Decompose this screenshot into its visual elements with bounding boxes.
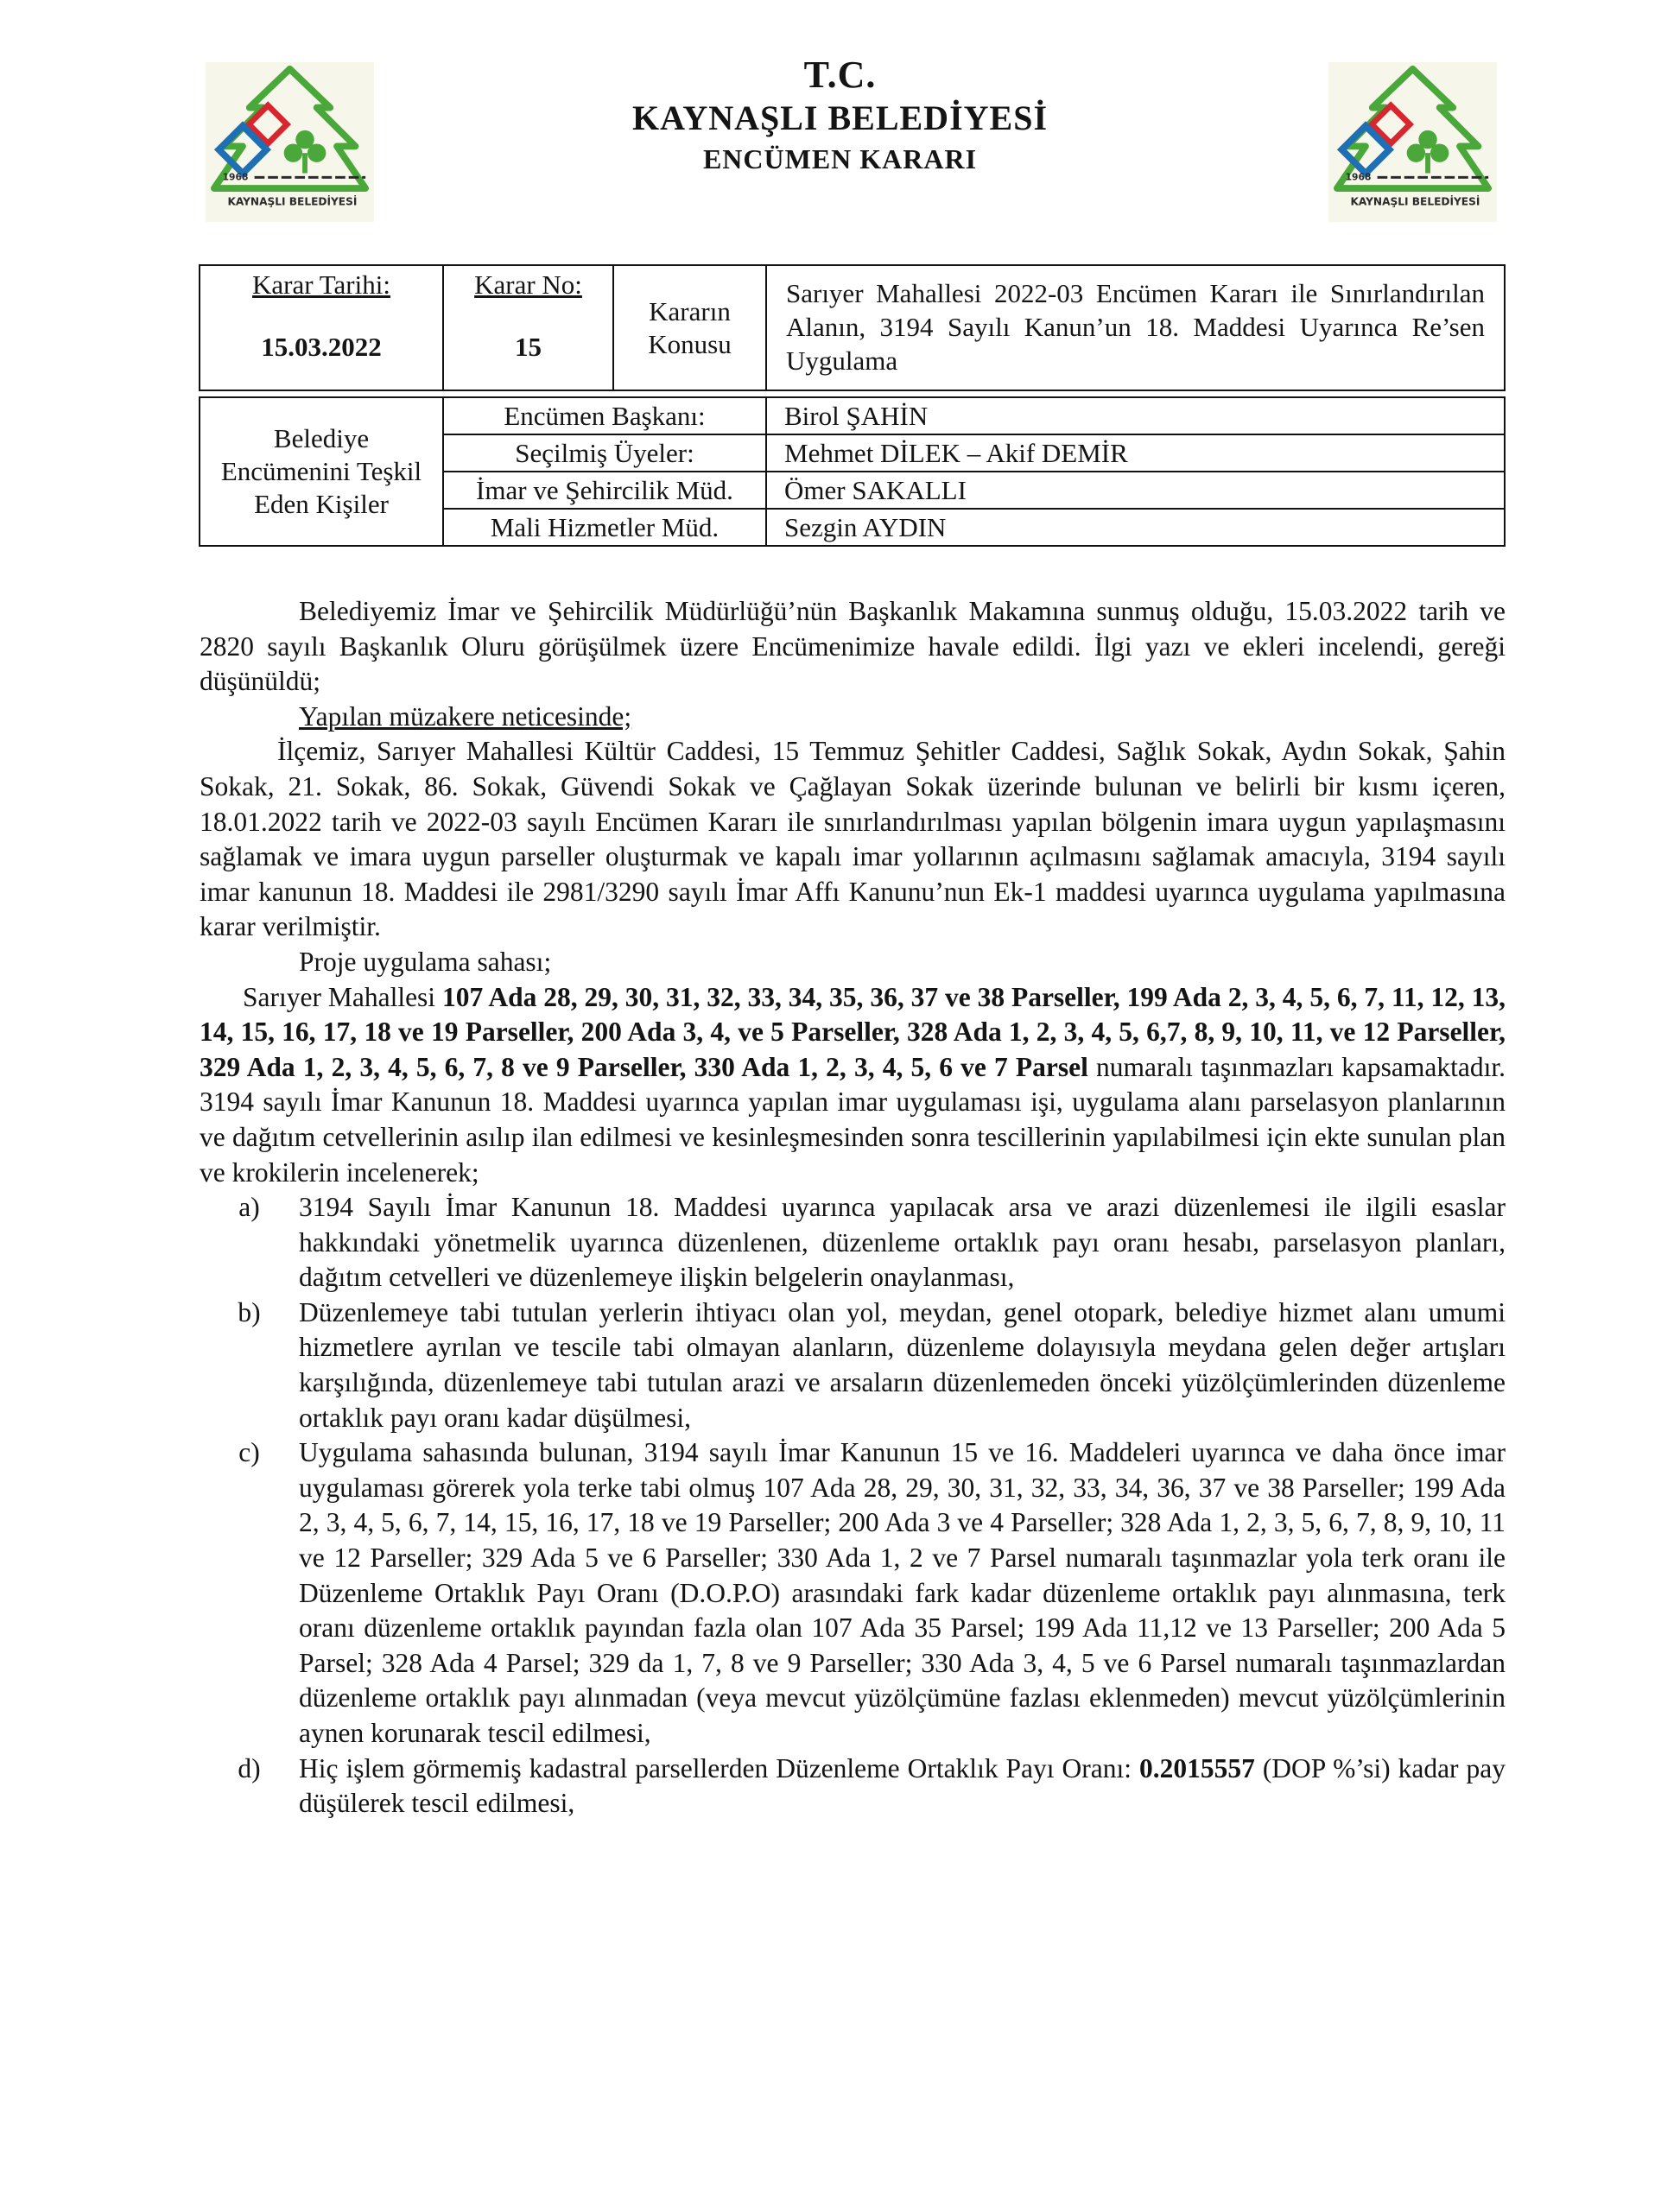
project-area-parcels: 107 Ada 28, 29, 30, 31, 32, 33, 34, 35, 36, 37 ve 38 Parseller, 199 Ada 2, 3, 4, 5, 6, 7, 11, 12, 13, 14, 15, 16, 17, 18 ve 19 Parseller, 200 Ada 3, 4, ve 5 Parseller, 328 Ada 1, 2, 3, 4, 5, 6,7, 8, 9, 10, 11, ve 12 Parseller, 329 Ada 1, 2, 3, 4, 5, 6, 7, 8 ve 9 Parseller, 330 Ada 1, 2, 3, 4, 5, 6 ve 7 Parsel: [200, 981, 1506, 1082]
paragraph-intro: Belediyemiz İmar ve Şehircilik Müdürlüğü’nün Başkanlık Makamına sunmuş olduğu, 15.03.2022 tarih ve 2820 sayılı Başkanlık Oluru görüşülmek üzere Encümenimize havale edildi. İlgi yazı ve ekleri incelendi, gereği düşünüldü;: [200, 596, 1506, 697]
list-item-label: c): [238, 1437, 260, 1468]
list-item-text: Uygulama sahasında bulunan, 3194 sayılı İmar Kanunun 15 ve 16. Maddeleri uyarınca ve daha önce imar uygulaması görerek yola terke tabi olmuş 107 Ada 28, 29, 30, 31, 32, 33, 34, 36, 37 ve 38 Parseller; 199 Ada 2, 3, 4, 5, 6, 7, 14, 15, 16, 17, 18 ve 19 Parseller; 200 Ada 3 ve 4 Parseller; 328 Ada 1, 2, 3, 5, 6, 7, 8, 9, 10, 11 ve 12 Parseller; 329 Ada 5 ve 6 Parseller; 330 Ada 1, 2 ve 7 Parsel numaralı taşınmazlar yola terk oranı ile Düzenleme Ortaklık Payı Oranı (D.O.P.O) arasındaki fark kadar düzenleme ortaklık payı alınmasına, terk oranı düzenleme ortaklık payından fazla olan 107 Ada 35 Parsel; 199 Ada 11,12 ve 13 Parseller; 200 Ada 5 Parsel; 328 Ada 4 Parsel; 329 da 1, 7, 8 ve 9 Parseller; 330 Ada 3, 4, 5 ve 6 Parsel numaralı taşınmazlardan düzenleme ortaklık payı alınmadan (veya mevcut yüzölçümüne fazlası eklenmeden) mevcut yüzölçümlerinin aynen korunarak tescil edilmesi,: [299, 1437, 1506, 1748]
member-name: Birol ŞAHİN: [766, 397, 1505, 434]
list-item-label: b): [238, 1296, 261, 1327]
decision-subject-label: Kararın Konusu: [613, 265, 766, 390]
paragraph-project-area: [200, 980, 1506, 1191]
list-item-text: 3194 Sayılı İmar Kanunun 18. Maddesi uyarınca yapılacak arsa ve arazi düzenlemesi ile ilgili esaslar hakkındaki yönetmelik uyarınca düzenlenen, düzenleme ortaklık payı oranı hesabı, parselasyon planları, dağıtım cetvelleri ve düzenlemeye ilişkin belgelerin onaylanması,: [299, 1192, 1506, 1293]
dop-ratio-value: 0.2015557: [1138, 1752, 1255, 1783]
header-document-type: ENCÜMEN KARARI: [702, 143, 978, 174]
list-item-text: Düzenlemeye tabi tutulan yerlerin ihtiyacı olan yol, meydan, genel otopark, belediye hizmet alanı umumi hizmetlere ayrılan ve tescile tabi olmayan alanların, düzenleme dolayısıyla meydana gelen değer artışları karşılığında, düzenlemeye tabi tutulan arazi ve arsaların düzenlemeden önceki yüzölçümlerinden düzenleme ortaklık payı oranı kadar düşülmesi,: [299, 1296, 1506, 1433]
member-role: Encümen Başkanı:: [443, 397, 766, 434]
member-role: İmar ve Şehircilik Müd.: [443, 472, 766, 509]
committee-members-label: Belediye Encümenini Teşkil Eden Kişiler: [200, 397, 443, 546]
list-item: [200, 1435, 1506, 1751]
paragraph-deliberation: [200, 700, 1506, 735]
decision-date-cell: [200, 265, 443, 390]
item-d-text-end: (DOP %’si) kadar pay düşülerek tescil edilmesi,: [299, 1752, 1506, 1819]
paragraph-project-area-heading: Proje uygulama sahası;: [299, 946, 552, 977]
header-tc: T.C.: [803, 54, 877, 96]
member-name: Ömer SAKALLI: [766, 472, 1505, 509]
item-d-text: Hiç işlem görmemiş kadastral parsellerden Düzenleme Ortaklık Payı Oranı:: [299, 1752, 1139, 1783]
decision-date-value: 15.03.2022: [261, 332, 382, 362]
decision-body: [200, 594, 1506, 1821]
project-area-details: numaralı taşınmazları kapsamaktadır. 3194 sayılı İmar Kanunun 18. Maddesi uyarınca yapılan imar uygulaması işi, uygulama alanı parselasyon planlarının ve dağıtım cetvellerinin asılıp ilan edilmesi ve kesinleşmesinden sonra tescillerinin yapılabilmesi için ekte sunulan plan ve krokilerin incelenerek;: [200, 1051, 1506, 1188]
decision-header-row: [200, 265, 1505, 390]
svg-text:1968: 1968: [222, 171, 249, 183]
member-row: [200, 397, 1505, 434]
list-item-text: [299, 1752, 1506, 1821]
list-item: [200, 1296, 1506, 1435]
decision-number-label: Karar No:: [474, 269, 582, 300]
decision-number-value: 15: [515, 332, 542, 362]
list-item: [200, 1752, 1506, 1821]
decision-number-cell: [443, 265, 613, 390]
deliberation-heading: Yapılan müzakere neticesinde;: [299, 700, 632, 732]
document-header: [0, 54, 1680, 178]
list-item: [200, 1190, 1506, 1296]
member-name: Mehmet DİLEK – Akif DEMİR: [766, 434, 1505, 472]
list-item-label: d): [238, 1752, 261, 1783]
svg-text:1968: 1968: [1345, 171, 1372, 183]
header-municipality-name: KAYNAŞLI BELEDİYESİ: [631, 98, 1049, 137]
svg-text:KAYNAŞLI BELEDİYESİ: KAYNAŞLI BELEDİYESİ: [227, 195, 358, 208]
svg-text:KAYNAŞLI BELEDİYESİ: KAYNAŞLI BELEDİYESİ: [1350, 195, 1480, 208]
project-area-intro: Sarıyer Mahallesi: [243, 981, 442, 1012]
decision-subject-value: Sarıyer Mahallesi 2022-03 Encümen Kararı ile Sınırlandırılan Alanın, 3194 Sayılı Kanun’un 18. Maddesi Uyarınca Re’sen Uygulama: [766, 265, 1505, 390]
paragraph-decision: İlçemiz, Sarıyer Mahallesi Kültür Caddesi, 15 Temmuz Şehitler Caddesi, Sağlık Sokak, Aydın Sokak, Şahin Sokak, 21. Sokak, 86. Sokak, Güvendi Sokak ve Çağlayan Sokak üzerinde bulunan ve belirli bir kısmı içeren, 18.01.2022 tarih ve 2022-03 sayılı Encümen Kararı ile sınırlandırılması yapılan bölgenin imara uygun yapılaşmasını sağlamak ve imara uygun parseller oluşturmak ve kapalı imar yollarının açılmasını sağlamak amacıyla, 3194 sayılı imar kanunun 18. Maddesi ile 2981/3290 sayılı İmar Affı Kanunu’nun Ek-1 maddesi uyarınca uygulama yapılmasına karar verilmiştir.: [200, 736, 1506, 942]
decision-info-table: [199, 264, 1506, 547]
member-name: Sezgin AYDIN: [766, 509, 1505, 546]
list-item-label: a): [238, 1192, 260, 1223]
member-role: Seçilmiş Üyeler:: [443, 434, 766, 472]
member-role: Mali Hizmetler Müd.: [443, 509, 766, 546]
decision-date-label: Karar Tarihi:: [252, 269, 390, 300]
